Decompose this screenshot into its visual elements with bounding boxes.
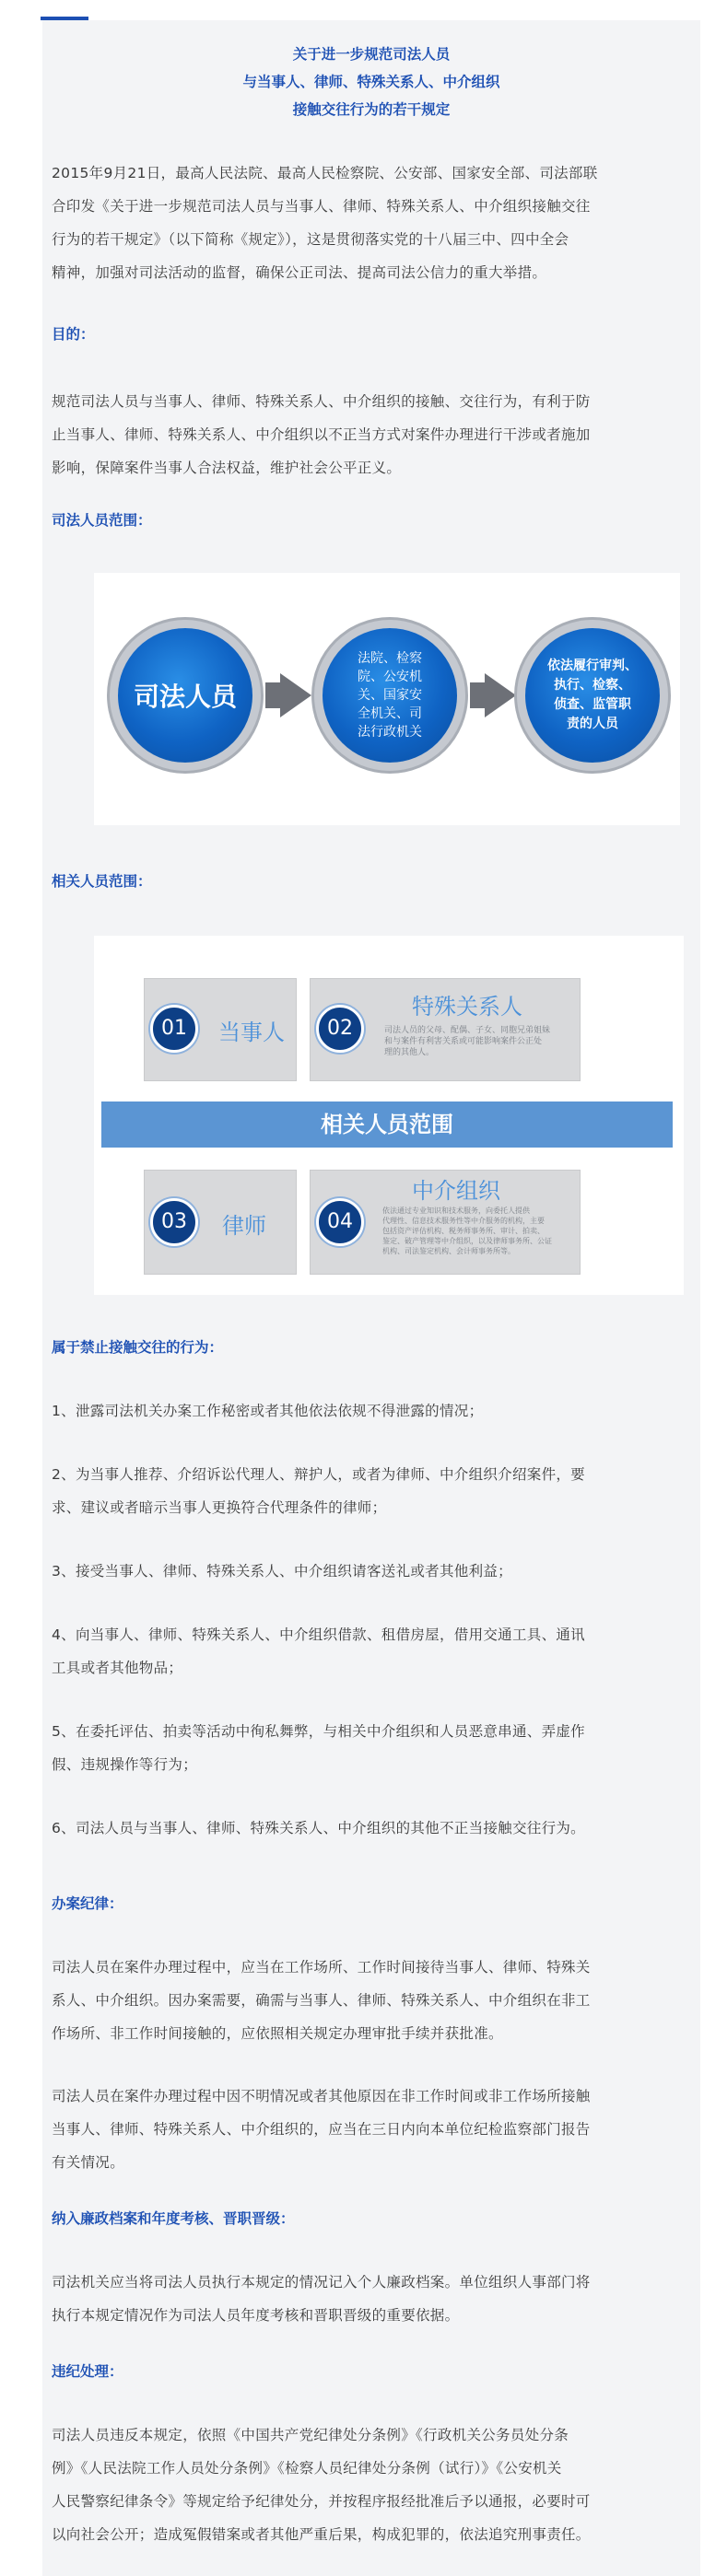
prohibited-item-2-line-1: 2、为当事人推荐、介绍诉讼代理人、辩护人，或者为律师、中介组织介绍案件，要 [52, 1466, 585, 1483]
prohibited-item-1: 1、泄露司法机关办案工作秘密或者其他依法依规不得泄露的情况； [52, 1403, 484, 1419]
party-label: 当事人 [218, 1020, 285, 1045]
records-heading: 纳入廉政档案和年度考核、晋职晋级： [52, 2210, 295, 2227]
related-scope-diagram [94, 936, 684, 1295]
duties-circle [525, 628, 660, 763]
records-paragraph [52, 2266, 687, 2332]
quadrant-intermediary [310, 1170, 581, 1275]
special-relations-label: 特殊关系人 [412, 994, 522, 1020]
lawyer-label: 律师 [222, 1213, 266, 1239]
intro-paragraph [52, 157, 687, 289]
agencies-line-3: 关、国家安 [358, 688, 422, 703]
discipline-paragraph-2 [52, 2080, 687, 2179]
discipline-p1-line-2: 系人、中介组织。因办案需要，确需与当事人、律师、特殊关系人、中介组织在非工 [52, 1992, 591, 2009]
agencies-line-4: 全机关、司 [358, 706, 422, 721]
duties-line-2: 执行、检察、 [554, 678, 631, 693]
prohibited-list [52, 1394, 687, 1845]
duties-line-1: 依法履行审判、 [547, 659, 638, 673]
special-relations-desc-3: 理的其他人。 [384, 1048, 435, 1057]
prohibited-item-3: 3、接受当事人、律师、特殊关系人、中介组织请客送礼或者其他利益； [52, 1563, 512, 1579]
judicial-personnel-circle [118, 628, 252, 763]
quadrant-number-01: 01 [150, 1005, 198, 1053]
discipline-p2-line-1: 司法人员在案件办理过程中因不明情况或者其他原因在非工作时间或非工作场所接触 [52, 2088, 591, 2104]
arrow-right-icon [485, 673, 516, 717]
prohibited-item-5-line-2: 假、违规操作等行为； [52, 1756, 198, 1773]
intermediary-desc-1: 依法通过专业知识和技术服务，向委托人提供 [382, 1206, 530, 1215]
quadrant-number-04: 04 [316, 1198, 364, 1246]
special-relations-desc-2: 和与案件有利害关系或可能影响案件公正处 [384, 1037, 543, 1046]
prohibited-item-4-line-1: 4、向当事人、律师、特殊关系人、中介组织借款、租借房屋，借用交通工具、通讯 [52, 1626, 585, 1643]
violation-line-3: 人民警察纪律条令》等规定给予纪律处分，并按程序报经批准后予以通报，必要时可 [52, 2493, 591, 2510]
intermediary-desc [382, 1206, 574, 1256]
arrow-right-icon [280, 673, 311, 717]
related-scope-heading: 相关人员范围： [52, 873, 152, 890]
records-line-1: 司法机关应当将司法人员执行本规定的情况记入个人廉政档案。单位组织人事部门将 [52, 2274, 591, 2290]
quadrant-special-relations [310, 978, 581, 1081]
discipline-heading: 办案纪律： [52, 1895, 123, 1912]
prohibited-item-2-line-2: 求、建议或者暗示当事人更换符合代理条件的律师； [52, 1499, 387, 1516]
intro-line-4: 精神，加强对司法活动的监督，确保公正司法、提高司法公信力的重大举措。 [52, 264, 547, 281]
article-title [42, 41, 700, 123]
intro-line-1: 2015年9月21日，最高人民法院、最高人民检察院、公安部、国家安全部、司法部联 [52, 165, 598, 181]
prohibited-item-6: 6、司法人员与当事人、律师、特殊关系人、中介组织的其他不正当接触交往行为。 [52, 1820, 585, 1836]
article-card [42, 20, 700, 2576]
violation-heading: 违纪处理： [52, 2363, 123, 2380]
related-scope-band: 相关人员范围 [101, 1102, 673, 1148]
violation-line-4: 以向社会公开；造成冤假错案或者其他严重后果，构成犯罪的，依法追究刑事责任。 [52, 2526, 591, 2543]
agencies-line-1: 法院、检察 [358, 651, 422, 666]
intermediary-desc-4: 鉴定、破产管理等中介组织，以及律师事务所、公证 [382, 1237, 552, 1245]
purpose-line-3: 影响，保障案件当事人合法权益，维护社会公平正义。 [52, 460, 402, 476]
violation-line-2: 例》《人民法院工作人员处分条例》《检察人员纪律处分条例（试行）》《公安机关 [52, 2460, 562, 2477]
quadrant-number-03: 03 [150, 1198, 198, 1246]
intermediary-label: 中介组织 [412, 1178, 500, 1204]
special-relations-desc-1: 司法人员的父母、配偶、子女、同胞兄弟姐妹 [384, 1026, 551, 1035]
agencies-line-5: 法行政机关 [358, 725, 422, 740]
intro-line-2: 合印发《关于进一步规范司法人员与当事人、律师、特殊关系人、中介组织接触交往 [52, 198, 591, 215]
discipline-p2-line-2: 当事人、律师、特殊关系人、中介组织的，应当在三日内向本单位纪检监察部门报告 [52, 2121, 591, 2138]
judicial-scope-diagram [94, 573, 680, 825]
agencies-circle [323, 628, 457, 763]
intermediary-desc-3: 包括资产评估机构、税务师事务所、审计、拍卖、 [382, 1227, 545, 1235]
judicial-personnel-label: 司法人员 [133, 682, 237, 712]
quadrant-lawyer [144, 1170, 297, 1275]
prohibited-item-4-line-2: 工具或者其他物品； [52, 1660, 183, 1676]
quadrant-number-02: 02 [316, 1005, 364, 1053]
duties-line-4: 责的人员 [567, 717, 618, 731]
quadrant-party [144, 978, 297, 1081]
agencies-line-2: 院、公安机 [358, 670, 422, 684]
title-line-2: 与当事人、律师、特殊关系人、中介组织 [242, 74, 500, 90]
duties-line-3: 侦查、监管职 [554, 697, 631, 712]
records-line-2: 执行本规定情况作为司法人员年度考核和晋职晋级的重要依据。 [52, 2307, 460, 2324]
intro-line-3: 行为的若干规定》（以下简称《规定》），这是贯彻落实党的十八届三中、四中全会 [52, 231, 569, 248]
discipline-p1-line-3: 作场所、非工作时间接触的，应依照相关规定办理审批手续并获批准。 [52, 2025, 503, 2042]
judicial-scope-heading: 司法人员范围： [52, 512, 152, 529]
discipline-p2-line-3: 有关情况。 [52, 2154, 125, 2171]
title-line-3: 接触交往行为的若干规定 [292, 101, 451, 118]
violation-line-1: 司法人员违反本规定，依照《中国共产党纪律处分条例》《行政机关公务员处分条 [52, 2427, 569, 2443]
intermediary-desc-5: 机构、司法鉴定机构、会计师事务所等。 [382, 1247, 515, 1255]
intermediary-desc-2: 代理性、信息技术服务性等中介服务的机构，主要 [382, 1217, 545, 1225]
purpose-line-1: 规范司法人员与当事人、律师、特殊关系人、中介组织的接触、交往行为，有利于防 [52, 393, 591, 410]
special-relations-desc [384, 1025, 569, 1058]
purpose-heading: 目的： [52, 326, 95, 343]
prohibited-heading: 属于禁止接触交往的行为： [52, 1339, 224, 1356]
discipline-p1-line-1: 司法人员在案件办理过程中，应当在工作场所、工作时间接待当事人、律师、特殊关 [52, 1959, 591, 1976]
prohibited-item-5-line-1: 5、在委托评估、拍卖等活动中徇私舞弊，与相关中介组织和人员恶意串通、弄虚作 [52, 1723, 585, 1740]
purpose-paragraph [52, 385, 687, 484]
title-line-1: 关于进一步规范司法人员 [292, 46, 451, 63]
violation-paragraph [52, 2419, 687, 2551]
discipline-paragraph-1 [52, 1951, 687, 2050]
purpose-line-2: 止当事人、律师、特殊关系人、中介组织以不正当方式对案件办理进行干涉或者施加 [52, 426, 591, 443]
